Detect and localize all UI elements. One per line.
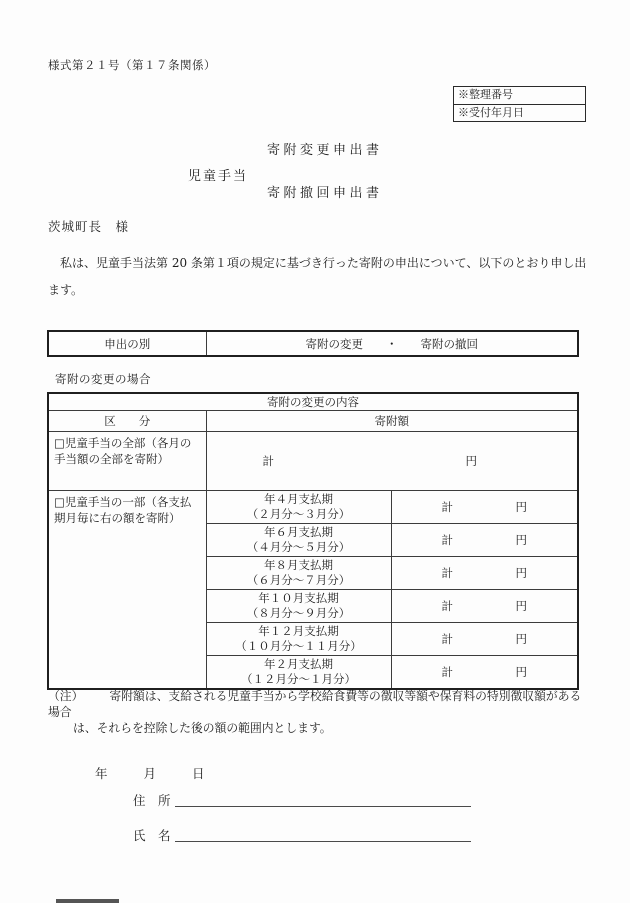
note-label: （注） — [48, 689, 84, 703]
address-label: 住 所 — [133, 793, 171, 808]
period-june-amount-cell — [391, 524, 578, 557]
period-june — [206, 524, 391, 557]
year-label: 年 — [95, 766, 108, 781]
period-april-amount-cell — [391, 491, 578, 524]
application-type-table — [47, 330, 579, 357]
period-december — [206, 623, 391, 656]
name-blank-line — [175, 841, 471, 842]
partial-donation-option — [48, 491, 206, 689]
checkbox-partial-donation-icon: □ — [54, 495, 65, 509]
application-type-value: 寄附の変更 ・ 寄附の撤回 — [206, 331, 578, 356]
column-header-amount: 寄附額 — [206, 411, 578, 432]
period-months: （６月分～７月分） — [246, 573, 351, 587]
full-donation-label: 児童手当の全部（各月の手当額の全部を寄附） — [54, 436, 192, 466]
scan-artifact-bar — [56, 899, 119, 903]
change-case-caption: 寄附の変更の場合 — [55, 372, 151, 386]
column-header-row — [48, 411, 578, 432]
application-type-label: 申出の別 — [48, 331, 206, 356]
column-header-division: 区 分 — [48, 411, 206, 432]
total-label: 計 — [441, 500, 453, 514]
yen-label: 円 — [515, 500, 528, 514]
checkbox-full-donation-icon: □ — [54, 436, 65, 450]
period-april — [206, 491, 391, 524]
total-label: 計 — [441, 664, 453, 679]
period-august — [206, 557, 391, 590]
day-label: 日 — [192, 766, 205, 781]
partial-donation-label: 児童手当の一部（各支払期月毎に右の額を寄附） — [54, 495, 192, 525]
total-label: 計 — [441, 566, 453, 580]
note-text-1: 寄附額は、支給される児童手当から学校給食費等の徴収等額や保育料の特別徴収額がある場合 — [48, 689, 582, 719]
address-blank-line — [175, 806, 471, 807]
yen-label: 円 — [515, 632, 528, 646]
period-february — [206, 656, 391, 689]
change-details-table — [47, 392, 579, 690]
total-label: 計 — [441, 599, 453, 613]
stamp-row-receipt-date: ※受付年月日 — [454, 104, 585, 121]
month-label: 月 — [143, 766, 157, 781]
table-header: 寄附の変更の内容 — [48, 393, 578, 411]
yen-label: 円 — [515, 664, 528, 679]
period-months: （１２月分～１月分） — [241, 671, 356, 686]
form-number: 様式第２１号（第１７条関係） — [48, 58, 216, 72]
period-february-amount-cell — [391, 656, 578, 689]
full-total-label: 計 — [262, 454, 274, 468]
title-child-allowance: 児童手当 — [188, 169, 249, 184]
addressee: 茨城町長 様 — [48, 219, 130, 234]
declaration-paragraph: 私は、児童手当法第 20 条第１項の規定に基づき行った寄附の申出について、以下のとおり申し出ます。 — [48, 256, 587, 297]
full-donation-row — [48, 432, 578, 491]
note-line-1 — [48, 688, 593, 720]
period-title: 年６月支払期 — [264, 525, 333, 539]
period-december-amount-cell — [391, 623, 578, 656]
period-october-amount-cell — [391, 590, 578, 623]
full-donation-option — [48, 432, 206, 491]
period-title: 年８月支払期 — [264, 558, 333, 572]
application-type-row — [48, 331, 578, 356]
period-title: 年１０月支払期 — [258, 591, 339, 605]
period-august-amount-cell — [391, 557, 578, 590]
note-block — [48, 688, 593, 736]
period-october — [206, 590, 391, 623]
stamp-row-reference-number: ※整理番号 — [458, 88, 513, 101]
name-label: 氏 名 — [133, 828, 171, 843]
date-line — [95, 764, 205, 782]
period-months: （４月分～５月分） — [246, 540, 351, 554]
period-title: 年１２月支払期 — [258, 624, 339, 638]
period-title: 年４月支払期 — [264, 492, 333, 506]
period-months: （１０月分～１１月分） — [235, 639, 362, 653]
period-months: （２月分～３月分） — [246, 507, 351, 521]
note-line-2: は、それらを控除した後の額の範囲内とします。 — [73, 721, 332, 735]
office-stamp-box — [453, 86, 586, 122]
title-donation-withdrawal: 寄附撤回申出書 — [267, 186, 383, 201]
period-title: 年２月支払期 — [264, 656, 333, 671]
yen-label: 円 — [515, 599, 528, 613]
full-yen-label: 円 — [465, 454, 478, 468]
yen-label: 円 — [515, 533, 528, 547]
period-months: （８月分～９月分） — [246, 606, 351, 620]
title-donation-change: 寄附変更申出書 — [267, 143, 383, 158]
full-donation-amount-cell — [206, 432, 578, 491]
yen-label: 円 — [515, 566, 528, 580]
table-header-row — [48, 393, 578, 411]
total-label: 計 — [441, 632, 453, 646]
total-label: 計 — [441, 533, 453, 547]
partial-donation-row — [48, 491, 578, 524]
